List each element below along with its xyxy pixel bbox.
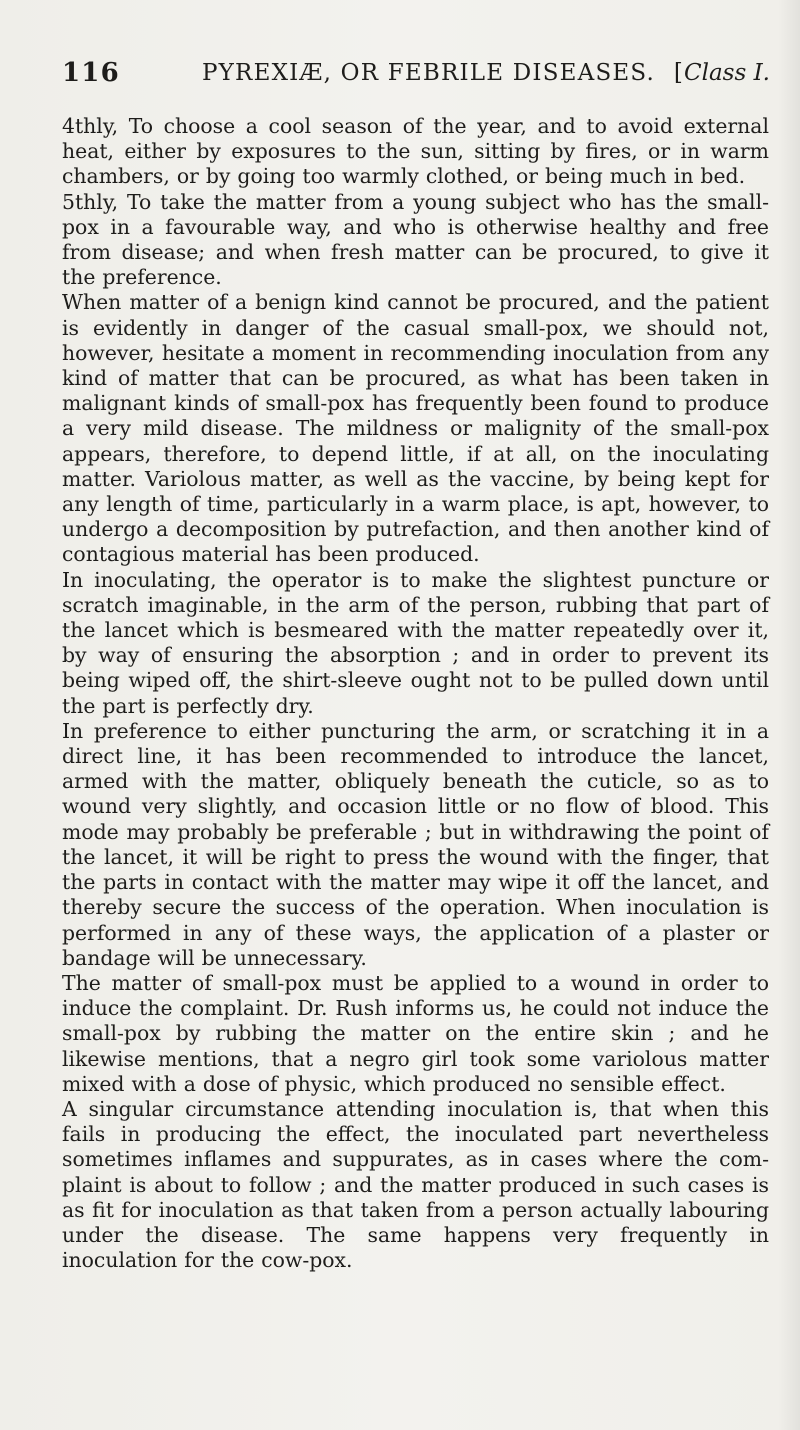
page-edge-shadow [778,0,800,1430]
class-label-bracket: [ [673,60,685,86]
class-label-text: Class I. [684,60,770,86]
running-header [62,58,770,92]
paragraph-singular-circumstance: A singular circumstance attending inoculation is, that when this fails in producing the effect, the inoculated part nevertheless sometimes inflames and suppurates, as in cases where the complaint is about to follow ; and the matter produced in such cases is as fit for inoculation as that taken from a person actually labouring under the disease. The same happens very frequently in inoculation for the cow-pox. [62,1096,769,1273]
running-title: PYREXIÆ, OR FEBRILE DISEASES. [202,60,656,86]
class-label [674,60,770,86]
paragraph-preference: In preference to either puncturing the arm, or scratching it in a direct line, it has been recommended to introduce the lancet, armed with the matter, obliquely beneath the cuticle, so as to wound very slightly, and occasion little or no flow of blood. This mode may probably be preferable ; but in withdrawing the point of the lancet, it will be right to press the wound with the finger, that the parts in contact with the matter may wipe it off the lancet, and thereby secure the success of the operation. When inoculation is performed in any of these ways, the application of a plaster or bandage will be unnecessary. [62,718,769,970]
body-text [62,114,769,1273]
paragraph-fourthly: 4thly, To choose a cool season of the year, and to avoid external heat, either by exposures to the sun, sitting by fires, or in warm chambers, or by going too warmly clothed, or being much in bed. [62,114,769,189]
page-number: 116 [62,58,120,88]
paragraph-matter-wound: The matter of small-pox must be applied to a wound in order to induce the complaint. Dr. Rush informs us, he could not induce the small-pox by rubbing the matter on the entire skin ; and he likewise mentions, that a negro girl took some variolous matter mixed with a dose of physic, which produced no sensible effect. [62,970,769,1096]
paragraph-benign-matter: When matter of a benign kind cannot be procured, and the patient is evidently in danger of the casual small-pox, we should not, however, hesitate a moment in recommending inoculation from any kind of matter that can be procured, as what has been taken in malignant kinds of small-pox has frequently been found to produce a very mild disease. The mildness or malignity of the small-pox appears, therefore, to depend little, if at all, on the inoculating matter. Variolous matter, as well as the vaccine, by being kept for any length of time, particularly in a warm place, is apt, however, to undergo a decomposition by putrefaction, and then another kind of contagious material has been produced. [62,290,769,567]
paragraph-fifthly: 5thly, To take the matter from a young subject who has the small-pox in a favourable way, and who is otherwise healthy and free from disease; and when fresh matter can be procured, to give it the preference. [62,189,769,290]
paragraph-inoculating: In inoculating, the operator is to make the slightest puncture or scratch imaginable, in the arm of the person, rubbing that part of the lancet which is besmeared with the matter repeatedly over it, by way of ensuring the absorption ; and in order to prevent its being wiped off, the shirt-sleeve ought not to be pulled down until the part is perfectly dry. [62,567,769,718]
